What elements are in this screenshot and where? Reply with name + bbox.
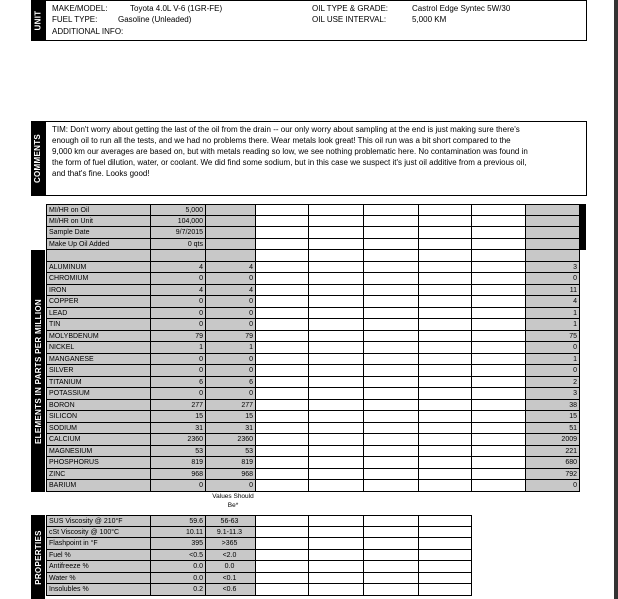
cell: 0	[151, 388, 206, 400]
cell: 0	[151, 354, 206, 366]
cell: BORON	[46, 400, 151, 412]
cell: 0	[151, 480, 206, 492]
cell: MANGANESE	[46, 354, 151, 366]
cell: BARIUM	[46, 480, 151, 492]
cell: 2360	[206, 434, 256, 446]
cell: 0	[151, 319, 206, 331]
cell: 79	[151, 331, 206, 343]
cell: 0	[206, 308, 256, 320]
cell	[364, 331, 419, 343]
cell	[364, 227, 419, 239]
cell	[256, 584, 309, 596]
cell: 38	[526, 400, 580, 412]
cell	[309, 515, 364, 527]
cell: 51	[526, 423, 580, 435]
cell	[419, 561, 472, 573]
cell	[364, 239, 419, 251]
cell	[364, 250, 419, 262]
cell	[364, 480, 419, 492]
cell: 0	[206, 480, 256, 492]
cell: 0	[526, 480, 580, 492]
unit-section-label: UNIT	[31, 0, 45, 41]
cell: 0	[151, 296, 206, 308]
comments-section-label: COMMENTS	[31, 121, 45, 196]
cell	[309, 457, 364, 469]
cell	[256, 469, 309, 481]
cell	[364, 296, 419, 308]
cell	[309, 573, 364, 585]
cell: 2360	[151, 434, 206, 446]
cell: 0	[206, 388, 256, 400]
cell: MI/HR on Oil	[46, 204, 151, 216]
fuel-type-label: FUEL TYPE:	[52, 15, 98, 24]
cell	[309, 434, 364, 446]
cell	[256, 457, 309, 469]
cell: 0	[206, 354, 256, 366]
cell	[419, 388, 472, 400]
cell: <0.5	[151, 550, 206, 562]
cell	[256, 354, 309, 366]
cell: 4	[151, 285, 206, 297]
cell	[256, 250, 309, 262]
cell	[472, 319, 526, 331]
cell: 395	[151, 538, 206, 550]
cell	[309, 262, 364, 274]
cell	[419, 550, 472, 562]
oil-type-value: Castrol Edge Syntec 5W/30	[412, 4, 511, 13]
cell	[419, 527, 472, 539]
cell	[419, 354, 472, 366]
cell: 79	[206, 331, 256, 343]
cell	[256, 296, 309, 308]
cell	[309, 480, 364, 492]
cell	[472, 434, 526, 446]
cell: <0.6	[206, 584, 256, 596]
cell: 1	[526, 308, 580, 320]
cell	[419, 342, 472, 354]
cell	[256, 400, 309, 412]
cell	[256, 423, 309, 435]
cell	[472, 423, 526, 435]
cell	[419, 216, 472, 228]
cell: 5,000	[151, 204, 206, 216]
cell: 819	[151, 457, 206, 469]
cell	[472, 446, 526, 458]
cell: 4	[206, 262, 256, 274]
cell	[309, 227, 364, 239]
cell: SODIUM	[46, 423, 151, 435]
cell	[472, 262, 526, 274]
cell	[364, 446, 419, 458]
cell: SILICON	[46, 411, 151, 423]
cell	[206, 227, 256, 239]
cell: MAGNESIUM	[46, 446, 151, 458]
cell	[364, 423, 419, 435]
cell	[309, 538, 364, 550]
cell: SILVER	[46, 365, 151, 377]
cell: MOLYBDENUM	[46, 331, 151, 343]
scrollbar[interactable]	[614, 0, 618, 599]
cell	[472, 354, 526, 366]
cell	[364, 216, 419, 228]
cell	[364, 515, 419, 527]
cell	[472, 365, 526, 377]
cell: 0	[206, 365, 256, 377]
cell	[309, 239, 364, 251]
cell: 0.0	[206, 561, 256, 573]
cell	[419, 331, 472, 343]
cell	[206, 204, 256, 216]
cell: 277	[206, 400, 256, 412]
cell	[206, 239, 256, 251]
cell	[419, 296, 472, 308]
cell	[472, 227, 526, 239]
cell: Make Up Oil Added	[46, 239, 151, 251]
elements-section-label: ELEMENTS IN PARTS PER MILLION	[31, 250, 45, 492]
cell: 0.0	[151, 573, 206, 585]
cell	[364, 273, 419, 285]
cell	[364, 573, 419, 585]
cell: Water %	[46, 573, 151, 585]
cell: >365	[206, 538, 256, 550]
cell: TITANIUM	[46, 377, 151, 389]
make-model-label: MAKE/MODEL:	[52, 4, 108, 13]
additional-info-label: ADDITIONAL INFO:	[52, 27, 124, 36]
cell	[419, 538, 472, 550]
cell	[364, 550, 419, 562]
cell	[419, 239, 472, 251]
cell	[364, 527, 419, 539]
cell	[419, 250, 472, 262]
cell	[419, 573, 472, 585]
cell: Sample Date	[46, 227, 151, 239]
cell	[256, 262, 309, 274]
cell	[256, 227, 309, 239]
cell: 53	[151, 446, 206, 458]
cell: 53	[206, 446, 256, 458]
cell	[46, 250, 151, 262]
cell	[309, 216, 364, 228]
cell	[472, 239, 526, 251]
cell	[309, 550, 364, 562]
cell: 9/7/2015	[151, 227, 206, 239]
cell	[309, 296, 364, 308]
cell: 15	[151, 411, 206, 423]
cell	[364, 377, 419, 389]
cell: POTASSIUM	[46, 388, 151, 400]
cell	[472, 342, 526, 354]
cell	[309, 365, 364, 377]
cell: 819	[206, 457, 256, 469]
cell: 0	[526, 342, 580, 354]
cell: 4	[206, 285, 256, 297]
cell	[256, 204, 309, 216]
cell	[309, 250, 364, 262]
cell: 0.0	[151, 561, 206, 573]
cell	[419, 515, 472, 527]
cell: TIN	[46, 319, 151, 331]
cell	[419, 377, 472, 389]
cell	[419, 227, 472, 239]
cell	[526, 239, 580, 251]
cell: 56-63	[206, 515, 256, 527]
cell: 968	[151, 469, 206, 481]
oil-interval-value: 5,000 KM	[412, 15, 447, 24]
cell	[256, 342, 309, 354]
comments-text: TIM: Don't worry about getting the last of the oil from the drain -- our only worry about sampling at the end is just making sure there's enough oil to run all the tests, and we had no problems there. Wear metals look great! This oil run was a bit short compared to the 9,000 km our averages are based on, but with metals reading so low, we see nothing problematic here. No contamination was found in the form of fuel dilution, water, or coolant. We did find some sodium, but in this case we suspect it's just oil additive from a previous oil, and that's fine. Looks good!	[52, 125, 528, 178]
cell	[419, 469, 472, 481]
oil-interval-label: OIL USE INTERVAL:	[312, 15, 387, 24]
values-should-be-label: Values Should Be*	[212, 493, 254, 509]
cell	[526, 204, 580, 216]
cell	[419, 262, 472, 274]
cell: 277	[151, 400, 206, 412]
cell: 0 qts	[151, 239, 206, 251]
cell	[256, 319, 309, 331]
cell: 0	[206, 296, 256, 308]
cell: 4	[526, 296, 580, 308]
cell: Fuel %	[46, 550, 151, 562]
cell	[472, 411, 526, 423]
cell: 1	[206, 342, 256, 354]
cell: <2.0	[206, 550, 256, 562]
cell: Flashpoint in °F	[46, 538, 151, 550]
cell: 680	[526, 457, 580, 469]
cell	[309, 273, 364, 285]
cell	[364, 354, 419, 366]
cell	[256, 411, 309, 423]
cell	[364, 538, 419, 550]
cell	[472, 285, 526, 297]
cell	[256, 573, 309, 585]
cell	[256, 331, 309, 343]
cell	[309, 377, 364, 389]
cell	[364, 319, 419, 331]
cell: 0	[526, 273, 580, 285]
cell	[364, 285, 419, 297]
cell	[364, 457, 419, 469]
cell: 1	[151, 342, 206, 354]
cell: IRON	[46, 285, 151, 297]
cell: 1	[526, 354, 580, 366]
cell	[419, 204, 472, 216]
cell	[309, 423, 364, 435]
cell: 221	[526, 446, 580, 458]
cell	[309, 446, 364, 458]
cell	[364, 342, 419, 354]
cell: 968	[206, 469, 256, 481]
cell: CALCIUM	[46, 434, 151, 446]
cell	[472, 296, 526, 308]
cell	[419, 584, 472, 596]
cell: 2	[526, 377, 580, 389]
cell: 3	[526, 262, 580, 274]
cell	[419, 423, 472, 435]
cell	[256, 480, 309, 492]
cell	[472, 400, 526, 412]
cell	[472, 331, 526, 343]
cell	[256, 527, 309, 539]
cell	[472, 388, 526, 400]
cell: 4	[151, 262, 206, 274]
cell: <0.1	[206, 573, 256, 585]
cell: 0	[206, 319, 256, 331]
properties-section-label: PROPERTIES	[31, 515, 45, 599]
cell	[309, 285, 364, 297]
cell	[364, 308, 419, 320]
cell	[256, 365, 309, 377]
cell	[364, 388, 419, 400]
cell	[256, 308, 309, 320]
cell	[419, 411, 472, 423]
cell	[364, 434, 419, 446]
cell: 9.1-11.3	[206, 527, 256, 539]
cell	[364, 262, 419, 274]
cell	[206, 216, 256, 228]
cell: ZINC	[46, 469, 151, 481]
cell: SUS Viscosity @ 210°F	[46, 515, 151, 527]
cell	[256, 239, 309, 251]
cell	[472, 250, 526, 262]
cell: 31	[206, 423, 256, 435]
cell: NICKEL	[46, 342, 151, 354]
cell	[472, 204, 526, 216]
cell	[256, 434, 309, 446]
cell: 0	[151, 308, 206, 320]
cell: Antifreeze %	[46, 561, 151, 573]
cell	[309, 204, 364, 216]
cell	[256, 550, 309, 562]
cell	[256, 446, 309, 458]
cell	[309, 342, 364, 354]
cell: 0	[151, 365, 206, 377]
cell	[526, 227, 580, 239]
cell: 6	[206, 377, 256, 389]
cell	[364, 584, 419, 596]
cell	[472, 377, 526, 389]
cell	[309, 331, 364, 343]
cell: 2009	[526, 434, 580, 446]
cell	[472, 216, 526, 228]
cell	[256, 273, 309, 285]
cell	[526, 250, 580, 262]
cell	[309, 411, 364, 423]
cell	[419, 434, 472, 446]
cell	[364, 469, 419, 481]
cell	[309, 308, 364, 320]
cell	[419, 400, 472, 412]
cell	[206, 250, 256, 262]
cell: LEAD	[46, 308, 151, 320]
cell: MI/HR on Unit	[46, 216, 151, 228]
cell: 0	[526, 365, 580, 377]
cell	[256, 285, 309, 297]
cell: PHOSPHORUS	[46, 457, 151, 469]
cell: 6	[151, 377, 206, 389]
cell	[419, 457, 472, 469]
make-model-value: Toyota 4.0L V-6 (1GR-FE)	[130, 4, 223, 13]
cell	[472, 457, 526, 469]
cell: 15	[206, 411, 256, 423]
cell	[419, 365, 472, 377]
cell: 15	[526, 411, 580, 423]
cell: COPPER	[46, 296, 151, 308]
cell: cSt Viscosity @ 100°C	[46, 527, 151, 539]
cell: 1	[526, 319, 580, 331]
cell: 0	[151, 273, 206, 285]
cell	[309, 469, 364, 481]
cell	[419, 308, 472, 320]
cell: 31	[151, 423, 206, 435]
cell	[256, 561, 309, 573]
cell	[472, 308, 526, 320]
cell	[309, 584, 364, 596]
cell	[309, 388, 364, 400]
cell: 59.6	[151, 515, 206, 527]
cell	[364, 400, 419, 412]
oil-type-label: OIL TYPE & GRADE:	[312, 4, 389, 13]
cell	[309, 354, 364, 366]
cell	[419, 273, 472, 285]
cell: 0	[206, 273, 256, 285]
cell: ALUMINUM	[46, 262, 151, 274]
cell: CHROMIUM	[46, 273, 151, 285]
cell	[256, 515, 309, 527]
cell	[419, 480, 472, 492]
cell	[419, 446, 472, 458]
cell	[364, 411, 419, 423]
cell	[364, 204, 419, 216]
cell	[472, 480, 526, 492]
cell	[256, 388, 309, 400]
cell	[256, 216, 309, 228]
cell	[256, 377, 309, 389]
cell	[309, 319, 364, 331]
cell	[309, 400, 364, 412]
cell: 75	[526, 331, 580, 343]
fuel-type-value: Gasoline (Unleaded)	[118, 15, 192, 24]
cell: 11	[526, 285, 580, 297]
cell: 104,000	[151, 216, 206, 228]
cell: 792	[526, 469, 580, 481]
cell	[151, 250, 206, 262]
cell	[309, 561, 364, 573]
cell	[526, 216, 580, 228]
cell: Insolubles %	[46, 584, 151, 596]
cell	[256, 538, 309, 550]
cell	[419, 319, 472, 331]
cell	[472, 469, 526, 481]
cell	[472, 273, 526, 285]
cell: 10.11	[151, 527, 206, 539]
cell	[364, 365, 419, 377]
cell: 3	[526, 388, 580, 400]
cell	[364, 561, 419, 573]
cell	[419, 285, 472, 297]
cell	[309, 527, 364, 539]
cell: 0.2	[151, 584, 206, 596]
